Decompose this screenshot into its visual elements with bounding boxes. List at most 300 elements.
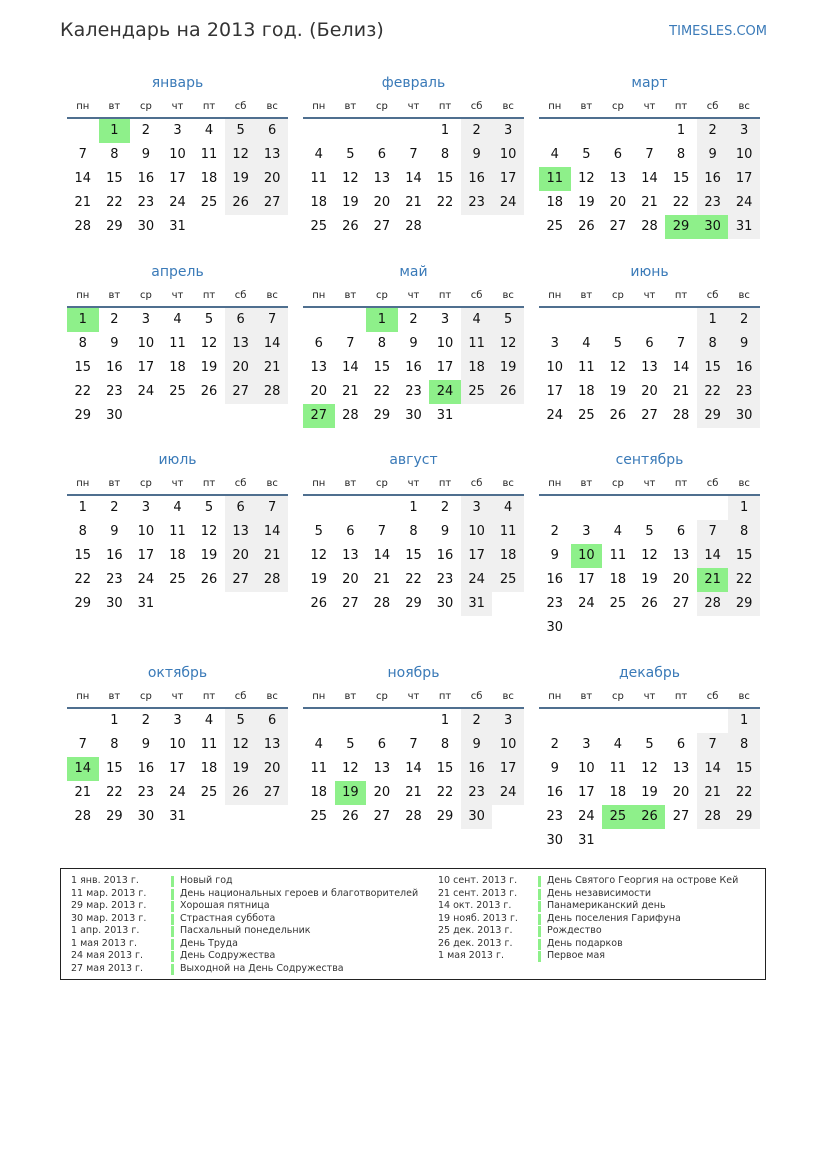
- day-cell: 13: [672, 548, 690, 563]
- day-cell: 27: [641, 408, 658, 423]
- weekday-label: ср: [139, 691, 152, 702]
- day-cell: 11: [609, 548, 627, 563]
- day-cell: 17: [137, 548, 155, 563]
- day-cell: 13: [342, 548, 359, 563]
- day-cell: 25: [169, 572, 186, 587]
- day-cell: 5: [225, 709, 257, 733]
- month-9: [539, 450, 760, 640]
- day-cell: 21: [405, 195, 422, 210]
- day-cell: 8: [728, 520, 760, 544]
- weekday-label: ср: [139, 478, 152, 489]
- empty-cell: [67, 709, 99, 733]
- day-cell: 6: [256, 119, 288, 143]
- empty-cell: [303, 709, 335, 733]
- day-cell: 29: [728, 805, 760, 829]
- weekday-header: [303, 474, 524, 496]
- day-grid: [539, 308, 760, 428]
- day-cell: 23: [106, 384, 123, 399]
- day-cell: 10: [578, 761, 595, 776]
- day-cell: 17: [728, 167, 760, 191]
- weekday-label: чт: [643, 478, 656, 489]
- day-cell: 6: [613, 147, 623, 162]
- day-cell: 23: [137, 785, 155, 800]
- day-cell: 28: [74, 809, 92, 824]
- weekday-label: сб: [234, 290, 247, 301]
- day-cell: 27: [672, 596, 690, 611]
- day-cell: 24: [578, 809, 595, 824]
- day-cell: 17: [169, 761, 186, 776]
- day-cell: 14: [256, 520, 288, 544]
- empty-cell: [571, 308, 603, 332]
- day-cell: 31: [169, 219, 186, 234]
- day-cell: 11: [492, 520, 524, 544]
- empty-cell: [665, 709, 697, 733]
- month-1: [67, 73, 288, 239]
- day-cell: 16: [106, 548, 123, 563]
- empty-cell: [539, 119, 571, 143]
- day-cell: 9: [461, 143, 493, 167]
- day-cell: 29: [405, 596, 422, 611]
- day-grid: [67, 496, 288, 616]
- legend-entry: [71, 900, 418, 913]
- weekday-label: пт: [202, 478, 216, 489]
- day-cell: 4: [173, 500, 182, 515]
- day-cell: 12: [641, 548, 658, 563]
- holiday-date: 1 янв. 2013 г.: [71, 875, 139, 886]
- holiday-day-cell: 26: [634, 805, 666, 829]
- day-cell: 17: [436, 360, 454, 375]
- day-cell: 31: [436, 408, 454, 423]
- day-cell: 23: [546, 809, 564, 824]
- day-cell: 14: [672, 360, 690, 375]
- day-cell: 21: [697, 781, 729, 805]
- holiday-name: Страстная суббота: [180, 912, 276, 924]
- day-cell: 7: [645, 147, 654, 162]
- empty-cell: [539, 709, 571, 733]
- day-cell: 15: [373, 360, 391, 375]
- day-cell: 18: [578, 384, 595, 399]
- day-cell: 18: [169, 548, 186, 563]
- weekday-label: сб: [234, 101, 247, 112]
- day-cell: 14: [641, 171, 658, 186]
- holiday-date: 11 мар. 2013 г.: [71, 887, 147, 899]
- day-cell: 20: [609, 195, 627, 210]
- weekday-label: вс: [738, 691, 750, 702]
- weekday-label: пт: [438, 290, 452, 301]
- day-cell: 29: [106, 219, 123, 234]
- day-cell: 23: [461, 191, 493, 215]
- day-cell: 30: [137, 219, 155, 234]
- day-cell: 5: [204, 312, 214, 327]
- day-cell: 11: [169, 336, 186, 351]
- holiday-name: Рождество: [547, 925, 602, 936]
- day-cell: 20: [256, 757, 288, 781]
- day-cell: 31: [461, 592, 493, 616]
- day-cell: 7: [409, 147, 418, 162]
- day-cell: 10: [169, 147, 186, 162]
- day-cell: 8: [440, 147, 450, 162]
- day-cell: 5: [225, 119, 257, 143]
- day-cell: 17: [492, 757, 524, 781]
- legend-entry: [71, 875, 418, 888]
- empty-cell: [539, 496, 571, 520]
- day-cell: 4: [173, 312, 182, 327]
- holiday-name: Новый год: [180, 875, 233, 886]
- day-cell: 5: [613, 336, 623, 351]
- day-cell: 15: [728, 757, 760, 781]
- weekday-label: сб: [706, 691, 719, 702]
- day-cell: 6: [346, 524, 355, 539]
- day-grid: [67, 119, 288, 239]
- weekday-label: вс: [502, 290, 514, 301]
- day-cell: 10: [728, 143, 760, 167]
- day-cell: 28: [74, 219, 92, 234]
- day-cell: 12: [200, 524, 218, 539]
- day-cell: 9: [461, 733, 493, 757]
- weekday-header: [67, 687, 288, 709]
- day-cell: 4: [204, 123, 214, 138]
- holiday-day-cell: 30: [697, 215, 729, 239]
- day-cell: 4: [314, 147, 323, 162]
- day-cell: 1: [110, 713, 119, 728]
- day-cell: 2: [728, 308, 760, 332]
- weekday-label: ср: [139, 101, 152, 112]
- holiday-date: 21 сент. 2013 г.: [438, 887, 518, 899]
- weekday-header: [67, 474, 288, 496]
- empty-cell: [67, 119, 99, 143]
- empty-cell: [539, 308, 571, 332]
- day-cell: 9: [550, 761, 559, 776]
- day-cell: 20: [672, 785, 690, 800]
- holiday-marker: [538, 914, 541, 925]
- day-cell: 21: [641, 195, 658, 210]
- holiday-marker: [171, 939, 174, 950]
- day-cell: 8: [728, 733, 760, 757]
- weekday-label: ср: [375, 101, 388, 112]
- day-cell: 20: [225, 356, 257, 380]
- empty-cell: [634, 709, 666, 733]
- day-cell: 30: [546, 620, 564, 635]
- site-link[interactable]: TIMESLES.COM: [669, 24, 767, 39]
- weekday-header: [67, 286, 288, 308]
- day-cell: 25: [578, 408, 595, 423]
- day-cell: 25: [546, 219, 564, 234]
- day-cell: 12: [200, 336, 218, 351]
- day-cell: 12: [225, 733, 257, 757]
- weekday-label: сб: [706, 478, 719, 489]
- holiday-date: 27 мая 2013 г.: [71, 962, 144, 974]
- day-cell: 22: [74, 384, 92, 399]
- weekday-label: ср: [375, 478, 388, 489]
- day-cell: 3: [141, 312, 151, 327]
- weekday-header: [539, 687, 760, 709]
- day-grid: [67, 308, 288, 428]
- empty-cell: [634, 119, 666, 143]
- day-cell: 9: [141, 737, 151, 752]
- holiday-day-cell: 29: [665, 215, 697, 239]
- day-cell: 24: [461, 568, 493, 592]
- holiday-day-cell: 24: [429, 380, 461, 404]
- legend-entry: [71, 950, 418, 963]
- weekday-label: пн: [548, 290, 562, 301]
- day-cell: 30: [405, 408, 422, 423]
- day-cell: 7: [377, 524, 387, 539]
- day-cell: 13: [373, 761, 391, 776]
- day-cell: 30: [728, 404, 760, 428]
- day-grid: [303, 496, 524, 616]
- day-cell: 1: [440, 123, 450, 138]
- empty-cell: [303, 496, 335, 520]
- weekday-label: ср: [611, 101, 624, 112]
- day-grid: [303, 308, 524, 428]
- day-cell: 23: [546, 596, 564, 611]
- weekday-label: вс: [266, 101, 278, 112]
- empty-cell: [335, 308, 367, 332]
- day-cell: 2: [440, 500, 450, 515]
- month-name: сентябрь: [615, 452, 684, 468]
- month-name: декабрь: [618, 665, 681, 681]
- day-cell: 16: [546, 572, 564, 587]
- day-cell: 6: [256, 709, 288, 733]
- day-cell: 22: [106, 785, 123, 800]
- day-cell: 21: [74, 785, 92, 800]
- day-cell: 12: [492, 332, 524, 356]
- weekday-label: ср: [611, 691, 624, 702]
- day-cell: 9: [141, 147, 151, 162]
- day-cell: 22: [405, 572, 422, 587]
- day-cell: 4: [613, 524, 623, 539]
- day-cell: 2: [697, 119, 729, 143]
- weekday-label: сб: [706, 101, 719, 112]
- empty-cell: [697, 709, 729, 733]
- day-cell: 20: [641, 384, 658, 399]
- weekday-label: чт: [171, 101, 184, 112]
- day-cell: 19: [225, 167, 257, 191]
- day-cell: 16: [106, 360, 123, 375]
- day-cell: 19: [492, 356, 524, 380]
- day-cell: 21: [74, 195, 92, 210]
- day-cell: 24: [137, 572, 155, 587]
- holiday-name: День подарков: [547, 937, 623, 949]
- holiday-date: 1 мая 2013 г.: [71, 937, 137, 949]
- weekday-label: сб: [470, 691, 483, 702]
- day-cell: 22: [106, 195, 123, 210]
- holiday-marker: [538, 876, 541, 887]
- day-cell: 14: [373, 548, 391, 563]
- day-cell: 14: [256, 332, 288, 356]
- day-cell: 28: [256, 380, 288, 404]
- holiday-name: День Труда: [180, 937, 238, 949]
- weekday-label: пт: [674, 691, 688, 702]
- legend-entry: [438, 888, 738, 901]
- day-cell: 28: [697, 805, 729, 829]
- weekday-label: вт: [344, 101, 357, 112]
- day-cell: 18: [310, 195, 328, 210]
- weekday-label: сб: [470, 101, 483, 112]
- day-cell: 8: [697, 332, 729, 356]
- month-12: [539, 663, 760, 853]
- day-cell: 22: [373, 384, 391, 399]
- day-cell: 24: [169, 785, 186, 800]
- legend-entry: [438, 875, 738, 888]
- legend-entry: [71, 913, 418, 926]
- day-cell: 16: [697, 167, 729, 191]
- holiday-name: День национальных героев и благотворителей: [180, 887, 419, 899]
- day-cell: 11: [169, 524, 186, 539]
- weekday-header: [303, 687, 524, 709]
- day-cell: 21: [256, 544, 288, 568]
- weekday-label: вт: [344, 290, 357, 301]
- day-cell: 23: [137, 195, 155, 210]
- month-name: октябрь: [147, 665, 208, 681]
- month-2: [303, 73, 524, 239]
- day-cell: 7: [256, 308, 288, 332]
- holiday-day-cell: 1: [67, 308, 99, 332]
- day-cell: 5: [582, 147, 591, 162]
- day-cell: 1: [676, 123, 686, 138]
- weekday-label: вт: [580, 290, 593, 301]
- month-name: июль: [158, 452, 197, 468]
- day-cell: 4: [492, 496, 524, 520]
- page-title: Календарь на 2013 год. (Белиз): [60, 19, 384, 41]
- day-cell: 27: [256, 191, 288, 215]
- weekday-label: чт: [407, 478, 420, 489]
- weekday-label: вс: [738, 101, 750, 112]
- weekday-label: пт: [674, 101, 688, 112]
- day-cell: 22: [728, 568, 760, 592]
- day-cell: 24: [137, 384, 155, 399]
- empty-cell: [335, 496, 367, 520]
- day-cell: 18: [200, 171, 218, 186]
- day-cell: 3: [582, 737, 591, 752]
- day-cell: 5: [346, 147, 355, 162]
- day-cell: 20: [373, 785, 391, 800]
- day-cell: 25: [200, 195, 218, 210]
- day-cell: 7: [346, 336, 355, 351]
- day-cell: 24: [728, 191, 760, 215]
- day-cell: 28: [697, 592, 729, 616]
- holiday-name: День поселения Гарифуна: [547, 912, 681, 924]
- holiday-marker: [171, 926, 174, 937]
- empty-cell: [697, 496, 729, 520]
- day-cell: 1: [728, 709, 760, 733]
- day-cell: 26: [310, 596, 328, 611]
- weekday-label: пн: [548, 691, 562, 702]
- holiday-marker: [538, 889, 541, 900]
- day-cell: 13: [225, 520, 257, 544]
- day-cell: 12: [225, 143, 257, 167]
- weekday-label: сб: [706, 290, 719, 301]
- month-4: [67, 262, 288, 428]
- legend-entry: [438, 900, 738, 913]
- holiday-day-cell: 1: [366, 308, 398, 332]
- weekday-label: пн: [76, 101, 90, 112]
- day-cell: 12: [342, 171, 359, 186]
- day-cell: 5: [645, 524, 654, 539]
- month-name: ноябрь: [387, 665, 440, 681]
- weekday-label: пн: [312, 290, 326, 301]
- empty-cell: [366, 496, 398, 520]
- day-cell: 2: [550, 524, 559, 539]
- weekday-label: вс: [266, 691, 278, 702]
- day-cell: 19: [641, 785, 658, 800]
- day-cell: 19: [310, 572, 328, 587]
- weekday-label: вт: [108, 691, 121, 702]
- day-cell: 8: [110, 737, 119, 752]
- holiday-marker: [171, 964, 174, 975]
- day-cell: 17: [461, 544, 493, 568]
- day-cell: 21: [256, 356, 288, 380]
- holiday-day-cell: 21: [697, 568, 729, 592]
- holiday-day-cell: 14: [67, 757, 99, 781]
- month-8: [303, 450, 524, 616]
- holiday-name: День независимости: [547, 887, 652, 899]
- day-cell: 18: [461, 356, 493, 380]
- month-6: [539, 262, 760, 428]
- day-grid: [539, 119, 760, 239]
- day-cell: 29: [74, 596, 92, 611]
- day-cell: 16: [436, 548, 454, 563]
- day-cell: 3: [173, 713, 182, 728]
- day-cell: 19: [609, 384, 627, 399]
- day-cell: 14: [405, 761, 422, 776]
- day-cell: 18: [310, 785, 328, 800]
- empty-cell: [571, 119, 603, 143]
- legend-entry: [71, 963, 418, 976]
- day-cell: 19: [200, 360, 218, 375]
- day-cell: 27: [672, 809, 690, 824]
- weekday-label: пт: [674, 290, 688, 301]
- holiday-day-cell: 27: [303, 404, 335, 428]
- month-name: апрель: [151, 264, 204, 280]
- holiday-name: Панамериканский день: [547, 900, 666, 911]
- day-grid: [303, 119, 524, 239]
- day-cell: 4: [613, 737, 623, 752]
- day-cell: 27: [342, 596, 359, 611]
- day-cell: 16: [461, 757, 493, 781]
- empty-cell: [634, 308, 666, 332]
- day-cell: 12: [578, 171, 595, 186]
- weekday-label: пн: [548, 101, 562, 112]
- day-cell: 1: [409, 500, 418, 515]
- weekday-label: чт: [407, 290, 420, 301]
- day-cell: 23: [697, 191, 729, 215]
- month-7: [67, 450, 288, 616]
- day-cell: 25: [310, 219, 328, 234]
- weekday-label: пн: [312, 691, 326, 702]
- day-cell: 17: [578, 785, 595, 800]
- empty-cell: [665, 308, 697, 332]
- legend-entry: [71, 938, 418, 951]
- day-cell: 20: [256, 167, 288, 191]
- day-cell: 30: [106, 408, 123, 423]
- day-cell: 9: [110, 336, 119, 351]
- day-cell: 5: [346, 737, 355, 752]
- holiday-name: Первое мая: [547, 950, 605, 961]
- day-cell: 7: [697, 733, 729, 757]
- day-cell: 11: [310, 761, 328, 776]
- day-cell: 23: [436, 572, 454, 587]
- holiday-marker: [538, 939, 541, 950]
- legend-entry: [438, 938, 738, 951]
- weekday-label: вт: [108, 290, 121, 301]
- weekday-label: ср: [611, 290, 624, 301]
- day-cell: 19: [225, 757, 257, 781]
- empty-cell: [571, 496, 603, 520]
- holiday-date: 26 дек. 2013 г.: [438, 937, 513, 949]
- weekday-label: чт: [643, 101, 656, 112]
- holiday-date: 29 мар. 2013 г.: [71, 900, 147, 911]
